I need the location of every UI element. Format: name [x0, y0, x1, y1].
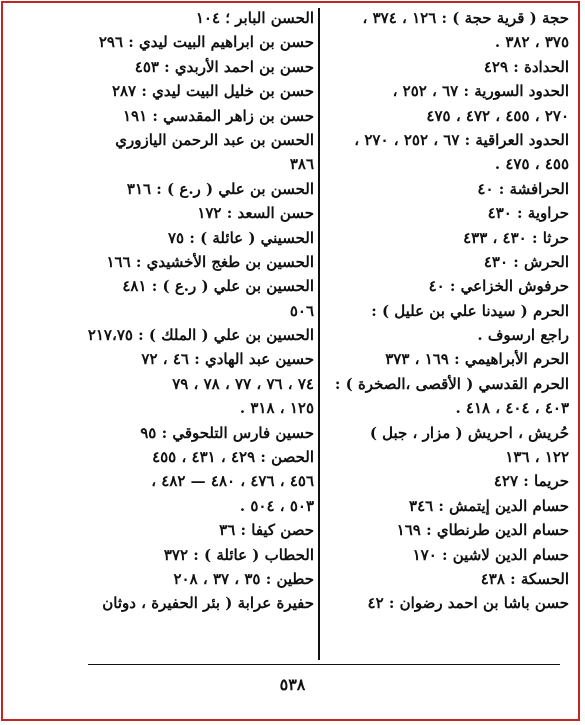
index-entry-line: الحرافشة : ٤٠: [477, 179, 569, 198]
index-entry-line: حسن بن احمد الأربدي : ٤٥٣: [134, 57, 314, 76]
index-entry-line: راجع ارسوف .: [477, 326, 569, 345]
index-entry-line: حسن بن خليل البيت ليدي : ٢٨٧: [111, 82, 314, 101]
index-entry-line: ٤٥٦ ، ٤٧٦ ، ٤٨٠ — ٤٨٢ ،: [151, 472, 314, 491]
index-entry-line: ٥٠٦: [289, 301, 314, 320]
index-entry-line: حسن بن ابراهيم البيت ليدي : ٢٩٦: [98, 33, 314, 52]
index-entry-line: ٥٠٣ ، ٥٠٤ .: [239, 496, 314, 515]
index-entry-line: الحسين بن طغج الأخشيدي : ١٦٦: [106, 252, 314, 271]
index-entry-line: حفيرة عرابة ( بئر الحفيرة ، دوثان: [102, 594, 314, 613]
index-entry-line: الحدود السورية : ٦٧ ، ٢٥٢ ،: [392, 82, 569, 101]
index-entry-line: ٤٠٣ ، ٤٠٤ ، ٤١٨ .: [455, 399, 569, 418]
column-divider: [318, 8, 320, 660]
index-entry-line: حسين عبد الهادي : ٤٦ ، ٧٢: [141, 350, 314, 369]
index-entry-line: الحدادة : ٤٢٩: [483, 57, 569, 76]
index-entry-line: حُريش ، احريش ( مزار ، جبل ): [369, 423, 569, 442]
page-number: ٥٣٨: [279, 675, 306, 694]
index-entry-line: ٧٤ ، ٧٦ ، ٧٧ ، ٧٨ ، ٧٩: [172, 374, 314, 393]
index-column-right: [319, 6, 569, 616]
index-entry-line: حراوية : ٤٣٠: [487, 204, 569, 223]
index-entry-line: الحرم الأبراهيمي : ١٦٩ ، ٣٧٣: [385, 350, 569, 369]
index-entry-line: حسن باشا بن احمد رضوان : ٤٢: [367, 594, 569, 613]
index-entry-line: الحسن البابر ؛ ١٠٤: [195, 9, 314, 27]
index-entry-line: حسام الدين طرنطاي : ١٦٩: [396, 521, 569, 540]
index-entry-line: حريما : ٤٢٧: [493, 472, 569, 491]
index-entry-line: الحسين بن علي ( ر.ع ) : ٤٨١: [122, 277, 314, 296]
index-entry-line: ١٢٥ ، ٣١٨ .: [239, 399, 314, 418]
index-entry-line: الحطاب ( عائلة ) : ٣٧٢: [163, 545, 314, 564]
index-entry-line: ٢٧٠ ، ٤٥٥ ، ٤٧٢ ، ٤٧٥: [426, 106, 569, 125]
footer-rule: [88, 664, 560, 665]
index-entry-line: حسن السعد : ١٧٢: [197, 204, 314, 223]
index-entry-line: الحسين بن علي ( الملك ) : ٢١٧،٧٥: [88, 326, 314, 345]
index-entry-line: حرثا : ٤٣٠ ، ٤٣٣: [463, 228, 569, 247]
index-entry-line: حسام الدين إيتمش : ٣٤٦: [409, 496, 569, 515]
index-entry-line: ١٢٢ ، ١٣٦: [505, 448, 569, 467]
index-entry-line: حطين : ٣٥ ، ٣٧ ، ٢٠٨: [173, 569, 314, 588]
index-entry-line: حسام الدين لاشين : ١٧٠: [412, 545, 569, 564]
index-entry-line: الحرم القدسي ( الأقصى ،الصخرة ) :: [334, 374, 569, 393]
index-entry-line: الحسن بن علي ( ر.ع ) : ٣١٦: [126, 179, 314, 198]
index-entry-line: حصن كيفا : ٣٦: [219, 521, 314, 540]
index-entry-line: الحرش : ٤٣٠: [483, 252, 569, 271]
index-entry-line: الحسيني ( عائلة ) : ٧٥: [167, 228, 314, 247]
index-entry-line: الحدود العراقية : ٦٧ ، ٢٥٢ ، ٢٧٠ ،: [354, 130, 569, 149]
index-column-left: [88, 6, 314, 616]
index-entry-line: ٣٨٦: [289, 155, 314, 174]
index-entry-line: ٤٥٥ ، ٤٧٥ .: [494, 155, 569, 174]
index-entry-line: حجة ( قرية حجة ) : ١٢٦ ، ٣٧٤ ،: [362, 9, 569, 27]
index-entry-line: حسين فارس التلحوقي : ٩٥: [140, 423, 314, 442]
index-entry-line: حرفوش الخزاعي : ٤٠: [428, 277, 569, 296]
index-entry-line: الحرم ( سيدنا علي بن عليل ) :: [371, 301, 569, 320]
index-entry-line: الحصن : ٤٢٩ ، ٤٣١ ، ٤٥٥: [152, 448, 314, 467]
index-entry-line: ٣٧٥ ، ٣٨٢ .: [494, 33, 569, 52]
index-entry-line: حسن بن زاهر المقدسي : ١٩١: [122, 106, 314, 125]
index-entry-line: الحسكة : ٤٣٨: [480, 569, 569, 588]
index-entry-line: الحسن بن عبد الرحمن اليازوري: [115, 130, 314, 149]
